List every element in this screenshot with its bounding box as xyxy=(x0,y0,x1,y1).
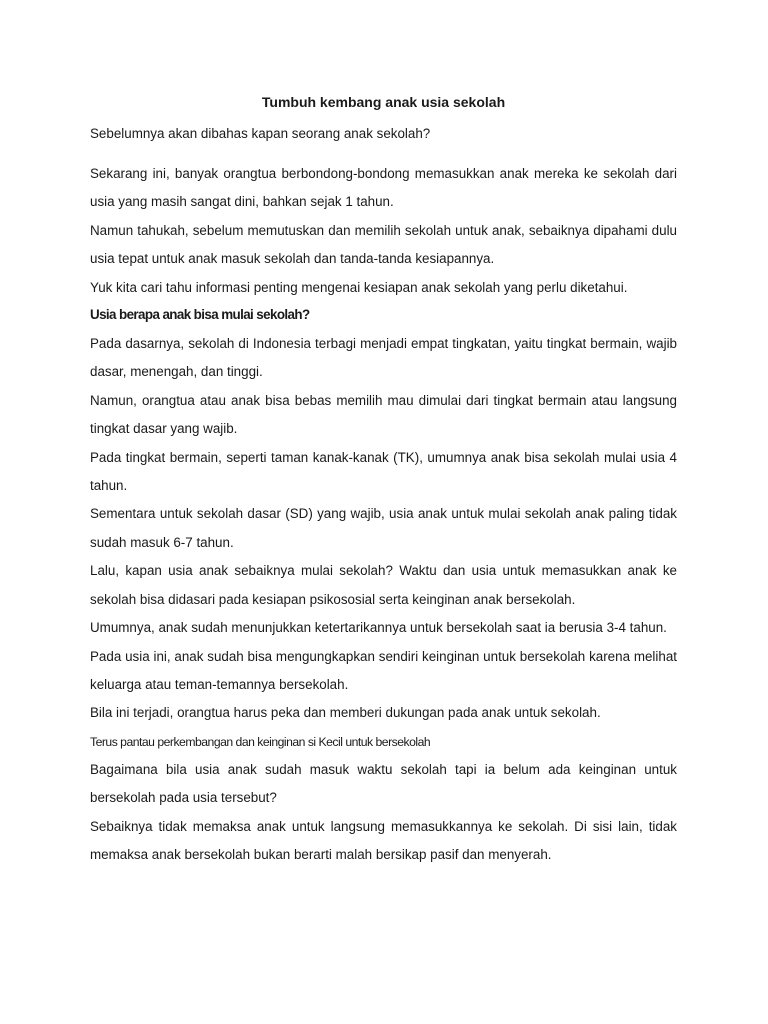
paragraph: Sekarang ini, banyak orangtua berbondong-bondong memasukkan anak mereka ke sekolah dari usia yang masih sangat dini, bahkan sejak 1 tahun. xyxy=(90,166,677,210)
paragraph: Sebaiknya tidak memaksa anak untuk langsung memasukkannya ke sekolah. Di sisi lain, tidak memaksa anak bersekolah bukan berarti malah bersikap pasif dan menyerah. xyxy=(90,818,677,862)
paragraph: Bila ini terjadi, orangtua harus peka dan memberi dukungan pada anak untuk sekolah. xyxy=(90,705,601,721)
paragraph: Lalu, kapan usia anak sebaiknya mulai sekolah? Waktu dan usia untuk memasukkan anak ke sekolah bisa didasari pada kesiapan psikososial serta keinginan anak bersekolah. xyxy=(90,563,677,607)
paragraph: Pada dasarnya, sekolah di Indonesia terbagi menjadi empat tingkatan, yaitu tingkat bermain, wajib dasar, menengah, dan tinggi. xyxy=(90,336,677,380)
intro-paragraph: Sebelumnya akan dibahas kapan seorang anak sekolah? xyxy=(90,126,431,141)
section-heading: Usia berapa anak bisa mulai sekolah? xyxy=(90,307,310,323)
paragraph: Bagaimana bila usia anak sudah masuk waktu sekolah tapi ia belum ada keinginan untuk bersekolah pada usia tersebut? xyxy=(90,761,677,806)
paragraph: Namun tahukah, sebelum memutuskan dan memilih sekolah untuk anak, sebaiknya dipahami dulu usia tepat untuk anak masuk sekolah dan tanda-tanda kesiapannya. xyxy=(90,222,677,267)
paragraph: Umumnya, anak sudah menunjukkan ketertarikannya untuk bersekolah saat ia berusia 3-4 tahun. xyxy=(90,620,667,636)
paragraph: Yuk kita cari tahu informasi penting mengenai kesiapan anak sekolah yang perlu diketahui. xyxy=(90,279,628,295)
document-body xyxy=(90,92,677,869)
paragraph: Pada tingkat bermain, seperti taman kanak-kanak (TK), umumnya anak bisa sekolah mulai usia 4 tahun. xyxy=(90,449,677,494)
subsection-heading: Terus pantau perkembangan dan keinginan si Kecil untuk bersekolah xyxy=(90,734,431,749)
document-title: Tumbuh kembang anak usia sekolah xyxy=(261,94,506,110)
paragraph: Namun, orangtua atau anak bisa bebas memilih mau dimulai dari tingkat bermain atau langsung tingkat dasar yang wajib. xyxy=(90,392,677,437)
paragraph: Sementara untuk sekolah dasar (SD) yang wajib, usia anak untuk mulai sekolah anak paling tidak sudah masuk 6-7 tahun. xyxy=(90,506,677,550)
paragraph: Pada usia ini, anak sudah bisa mengungkapkan sendiri keinginan untuk bersekolah karena melihat keluarga atau teman-temannya bersekolah. xyxy=(90,648,677,692)
